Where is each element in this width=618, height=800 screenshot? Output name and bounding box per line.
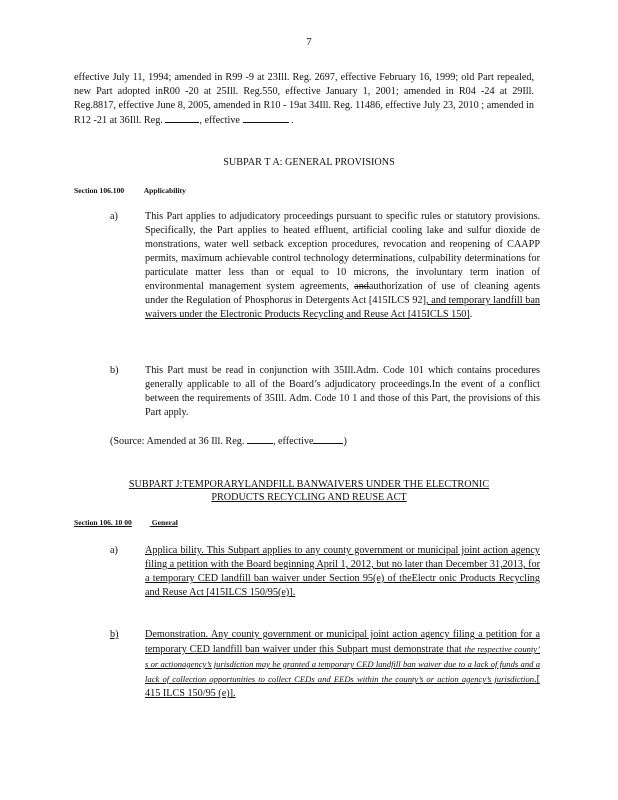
history-note xyxy=(74,71,534,128)
statutory-quote: the respective county’ s or actionagency’s jurisdiction may be granted a temporary CED landfill ban waiver due to a lack of funds and a lack of collection opportunities to collect CEDs and EEDs within the county’s or action agency’s jurisdiction xyxy=(145,644,541,684)
source-note xyxy=(110,434,540,448)
source-effective: , effective xyxy=(272,436,314,447)
reg-page-blank xyxy=(165,113,199,123)
section-title: Applicability xyxy=(143,186,186,195)
section-title: General xyxy=(151,518,178,527)
para-label: a) xyxy=(110,545,118,556)
statute-citation: Section 95(e) of theElectr onic Products Recycling and Reuse Act [415ILCS 150/95(e)]. xyxy=(145,573,540,598)
para-text xyxy=(145,628,540,701)
section-1000-para-a xyxy=(110,544,540,614)
struck-text: and xyxy=(354,281,369,292)
history-period: . xyxy=(291,115,294,126)
para-b-text: Demonstration. Any county government or municipal joint action agency filing a petition for a temporary CED landfill ban waiver under this Subpart must demonstrate that xyxy=(145,629,540,655)
subpart-j-heading-line2: PRODUCTS RECYCLING AND REUSE ACT xyxy=(211,492,407,503)
statute-citation: .[ 415 ILCS 150/95 (e)]. xyxy=(145,674,540,699)
date-blank xyxy=(313,434,343,444)
para-a-text: Applica bility. This Subpart applies to any county government or municipal joint action agency filing a petition with the Board beginning April 1, 2012, but no later than December 31,2013, for a temporary CED landfill ban waiver under xyxy=(145,545,540,584)
source-text: (Source: Amended at 36 Ill. Reg. xyxy=(110,436,245,447)
subpart-j-heading-line1: SUBPART J:TEMPORARYLANDFILL BANWAIVERS UNDER THE ELECTRONIC xyxy=(128,479,490,490)
section-number: Section 106. 10 00 xyxy=(74,518,132,527)
para-text xyxy=(145,544,540,600)
section-100-heading xyxy=(74,186,204,195)
para-a-text: This Part applies to adjudicatory proceedings pursuant to specific rules or statutory provisions. Specifically, the Part applies to heated effluent, artificial cooling lake and sulfur dioxide de monstrations, water well setback exception procedures, revocation and reopening of CAAPP permits, maximum achievable control technology determinations, culpability determinations for particulate matter less than or equal to 10 microns, the involuntary term ination of environmental management system agreements, xyxy=(145,211,540,292)
page-number: 7 xyxy=(306,36,312,48)
section-100-para-b xyxy=(110,364,540,420)
history-effective-label: , effective xyxy=(199,115,240,126)
section-number: Section 106.100 xyxy=(74,186,125,195)
section-1000-heading xyxy=(74,518,196,527)
section-1000-para-b xyxy=(110,628,540,718)
para-a-text-cont: authorization of use of cleaning agents under the Regulation of Phosphorus in Detergents Act [415ILCS 92] xyxy=(145,281,541,306)
para-label: b) xyxy=(110,629,119,640)
history-text: effective July 11, 1994; amended in R99 -9 at 23Ill. Reg. 2697, effective February 16, 1999; old Part repealed, new Part adopted inR00 -20 at 25Ill. Reg.550, effective January 1, 2001; amended in R04 -24 at 29Ill. Reg.8817, effective June 8, 2005, amended in R10 - 19at 34Ill. Reg. 11486, effective July 23, 2010 ; amended in R12 -21 at 36Ill. Reg. xyxy=(74,72,534,126)
subpart-a-heading: SUBPAR T A: GENERAL PROVISIONS xyxy=(223,157,395,168)
section-100-para-a xyxy=(110,210,540,350)
reg-blank xyxy=(247,434,273,444)
para-label: b) xyxy=(110,365,119,376)
effective-date-blank xyxy=(243,113,289,123)
para-text xyxy=(145,210,540,322)
para-a-end: . xyxy=(469,309,473,320)
para-b-text: This Part must be read in conjunction with 35Ill.Adm. Code 101 which contains procedures generally applicable to all of the Board’s adjudicatory proceedings.In the event of a conflict between the requirements of 35Ill. Adm. Code 10 1 and those of this Part, the provisions of this Part apply. xyxy=(145,365,540,418)
source-line xyxy=(110,434,540,449)
source-close: ) xyxy=(343,436,347,447)
inserted-text: , and temporary landfill ban waivers under the Electronic Products Recycling and Reuse Act [415ICLS 150] xyxy=(145,295,540,320)
para-label: a) xyxy=(110,211,118,222)
